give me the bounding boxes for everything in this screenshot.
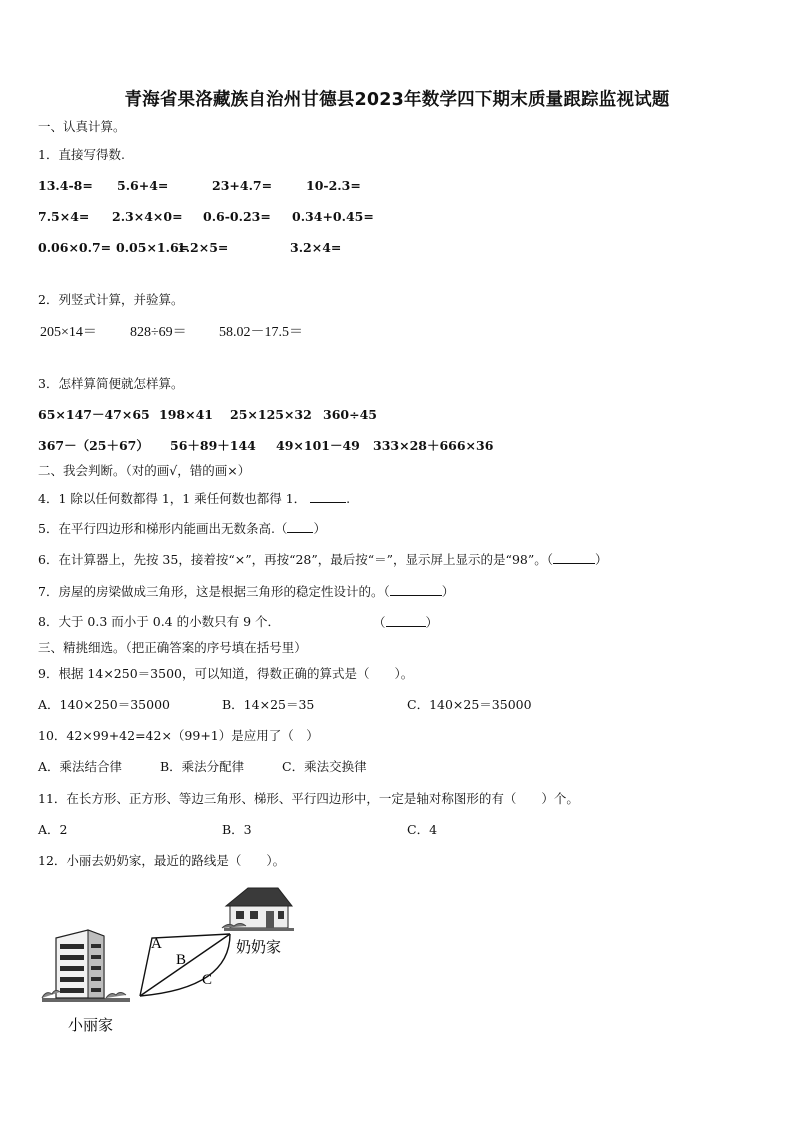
bracket-open: （ (373, 615, 386, 630)
grandma-home-label: 奶奶家 (236, 938, 282, 956)
route-figure (30, 880, 330, 1040)
bracket-close: ） (425, 615, 439, 630)
question-4 (38, 490, 350, 507)
answer-blank[interactable] (287, 520, 313, 533)
calc-item: 0.34+0.45= (292, 209, 374, 224)
xiaoli-home-label: 小丽家 (68, 1016, 114, 1034)
question-6-text: 6．在计算器上，先按 35，接着按“×”，再按“28”，最后按“＝”，显示屏上显示的是“98”。（ (38, 552, 553, 567)
house-icon (222, 888, 294, 931)
section-heading-2: 二、我会判断。（对的画√，错的画×） (38, 463, 251, 478)
simplify-item: 198×41 (159, 407, 213, 422)
option-a[interactable]: A．2 (38, 822, 68, 837)
route-label: A (151, 936, 162, 952)
calc-item: 2.3×4×0= (112, 209, 183, 224)
calc-item: 0.6-0.23= (203, 209, 271, 224)
answer-blank[interactable] (310, 490, 346, 503)
question-7-text: 7．房屋的房梁做成三角形，这是根据三角形的稳定性设计的。（ (38, 584, 390, 599)
answer-blank[interactable] (390, 583, 442, 596)
question-2-label: 2．列竖式计算，并验算。 (38, 292, 184, 307)
question-1-label: 1．直接写得数. (38, 147, 125, 162)
simplify-item: 56＋89＋144 (170, 438, 256, 453)
calc-item: 5.6+4= (117, 178, 169, 193)
question-6-end: ） (595, 552, 608, 567)
question-12-text: 12．小丽去奶奶家，最近的路线是（ ）。 (38, 853, 286, 868)
option-a[interactable]: A．140×250＝35000 (38, 697, 170, 712)
section-heading-1: 一、认真计算。 (38, 119, 126, 134)
option-c[interactable]: C．乘法交换律 (282, 759, 367, 774)
option-b[interactable]: B．乘法分配律 (160, 759, 245, 774)
simplify-item: 360÷45 (323, 407, 377, 422)
calc-item: 0.06×0.7= (38, 240, 112, 255)
simplify-item: 333×28＋666×36 (373, 438, 494, 453)
question-8-text: 8．大于 0.3 而小于 0.4 的小数只有 9 个． (38, 614, 281, 629)
simplify-item: 367－（25＋67） (38, 438, 149, 453)
question-10-text: 10．42×99+42=42×（99+1）是应用了（ ） (38, 728, 319, 743)
question-4-text: 4．1 除以任何数都得 1，1 乘任何数也都得 1． (38, 491, 307, 506)
option-b[interactable]: B．14×25＝35 (222, 697, 315, 712)
calc-item: 10-2.3= (306, 178, 361, 193)
section-heading-3: 三、精挑细选。（把正确答案的序号填在括号里） (38, 640, 307, 655)
option-c[interactable]: C．140×25＝35000 (407, 697, 532, 712)
route-label: C (202, 972, 213, 988)
question-7-end: ） (441, 584, 455, 599)
question-9-text: 9．根据 14×250＝3500，可以知道，得数正确的算式是（ ）。 (38, 666, 414, 681)
apartment-building-icon (42, 930, 130, 1002)
vertical-calc-item: 205×14＝ (40, 325, 97, 340)
question-5-text: 5．在平行四边形和梯形内能画出无数条高.（ (38, 521, 288, 536)
simplify-item: 49×101－49 (276, 438, 360, 453)
answer-blank[interactable] (553, 551, 595, 564)
answer-blank[interactable] (386, 614, 426, 627)
vertical-calc-item: 58.02－17.5＝ (219, 325, 303, 340)
calc-item: 1.2×5= (177, 240, 229, 255)
simplify-item: 25×125×32 (230, 407, 312, 422)
question-5 (38, 520, 326, 537)
option-a[interactable]: A．乘法结合律 (38, 759, 123, 774)
calc-item: 7.5×4= (38, 209, 90, 224)
question-4-end: . (346, 491, 351, 506)
question-11-text: 11．在长方形、正方形、等边三角形、梯形、平行四边形中，一定是轴对称图形的有（ ）个。 (38, 791, 579, 806)
calc-item: 3.2×4= (290, 240, 342, 255)
simplify-item: 65×147－47×65 (38, 407, 150, 422)
option-c[interactable]: C．4 (407, 822, 438, 837)
question-5-end: ） (313, 521, 326, 536)
question-6 (38, 551, 608, 568)
vertical-calc-item: 828÷69＝ (130, 325, 187, 340)
page-title: 青海省果洛藏族自治州甘德县2023年数学四下期末质量跟踪监视试题 (124, 90, 670, 110)
route-label: B (176, 952, 187, 968)
question-8 (38, 614, 280, 630)
calc-item: 13.4-8= (38, 178, 93, 193)
option-b[interactable]: B．3 (222, 822, 252, 837)
calc-item: 0.05×1.6= (116, 240, 190, 255)
calc-item: 23+4.7= (212, 178, 273, 193)
question-8-answer (373, 614, 438, 631)
question-7 (38, 583, 454, 600)
question-3-label: 3．怎样算简便就怎样算。 (38, 376, 184, 391)
